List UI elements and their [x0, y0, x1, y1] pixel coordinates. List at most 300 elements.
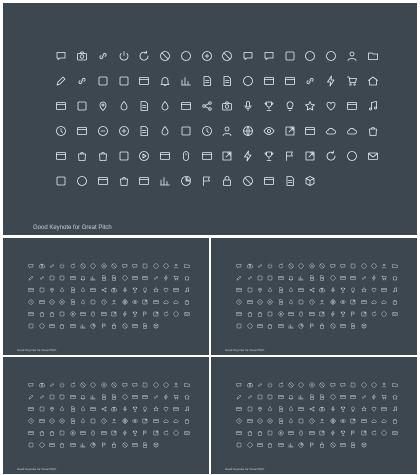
tray-icon: [276, 322, 286, 329]
anchor-icon: [286, 298, 296, 305]
calendar-icon: [134, 74, 155, 88]
mug-icon: [36, 310, 46, 317]
save-icon: [57, 393, 67, 400]
mouse-icon: [296, 310, 306, 317]
pie-chart-icon: [88, 322, 98, 329]
bell-icon: [78, 274, 88, 281]
pipes-icon: [296, 393, 306, 400]
stopwatch-icon: [307, 298, 317, 305]
external-link-icon: [109, 429, 119, 436]
crop-icon: [47, 393, 57, 400]
bluetooth-icon: [119, 429, 129, 436]
lightning-icon: [369, 274, 379, 281]
inbox-icon: [300, 124, 321, 138]
mail-icon: [182, 429, 192, 436]
login-icon: [348, 417, 358, 424]
record-icon: [88, 381, 98, 388]
tag-icon: [348, 429, 358, 436]
save-icon: [265, 393, 275, 400]
minus-circle-icon: [47, 298, 57, 305]
bell-icon: [286, 393, 296, 400]
chat-bubbles-icon: [130, 381, 140, 388]
globe-icon: [327, 417, 337, 424]
mug-icon: [72, 149, 93, 163]
cocktail-icon: [338, 310, 348, 317]
flag-icon: [307, 322, 317, 329]
book-icon: [68, 286, 78, 293]
tag-icon: [140, 310, 150, 317]
power-icon: [265, 381, 275, 388]
anchor-icon: [78, 298, 88, 305]
cloud-download-icon: [379, 298, 389, 305]
frame-icon: [88, 417, 98, 424]
icon-grid: [26, 381, 192, 448]
globe-icon: [238, 124, 259, 138]
card-icon: [259, 174, 280, 188]
pencil-icon: [234, 274, 244, 281]
pie-chart-icon: [176, 174, 197, 188]
plus-circle-icon: [265, 298, 275, 305]
mouse-icon: [88, 429, 98, 436]
logout-icon: [359, 310, 369, 317]
download-circle-icon: [119, 393, 129, 400]
microphone-icon: [327, 286, 337, 293]
chat-bubble-icon: [119, 381, 129, 388]
infinity-icon: [47, 381, 57, 388]
calendar-icon: [276, 274, 286, 281]
download-circle-icon: [238, 74, 259, 88]
cart-icon: [171, 274, 181, 281]
link-icon: [36, 393, 46, 400]
toggle-icon: [36, 405, 46, 412]
eye-icon: [338, 417, 348, 424]
scissors-icon: [327, 322, 337, 329]
document-icon: [307, 393, 317, 400]
list-document-icon: [317, 393, 327, 400]
grid-window-icon: [255, 322, 265, 329]
wallet-icon: [265, 322, 275, 329]
contact-card-icon: [317, 298, 327, 305]
share-icon: [307, 405, 317, 412]
download-circle-icon: [119, 274, 129, 281]
chat-bubble-icon: [327, 381, 337, 388]
credit-card-icon: [259, 74, 280, 88]
info-circle-icon: [151, 262, 161, 269]
stopwatch-icon: [99, 417, 109, 424]
grid-window-icon: [255, 441, 265, 448]
save-icon: [57, 274, 67, 281]
play-circle-icon: [68, 429, 78, 436]
slide-caption: Good Keynote for Great Pitch: [17, 467, 57, 471]
calculator-icon: [51, 174, 72, 188]
power-icon: [57, 262, 67, 269]
map-marker-icon: [255, 286, 265, 293]
inbox-icon: [359, 298, 369, 305]
toggle-icon: [72, 99, 93, 113]
icon-grid: [234, 381, 400, 448]
no-bicycle-icon: [155, 49, 176, 63]
clock-icon: [26, 417, 36, 424]
reload-icon: [134, 49, 155, 63]
pipes-icon: [176, 74, 197, 88]
paperclip-icon: [300, 74, 321, 88]
bell-icon: [155, 74, 176, 88]
help-circle-icon: [369, 262, 379, 269]
inbox-icon: [151, 417, 161, 424]
star-icon: [151, 405, 161, 412]
cloud-upload-icon: [369, 417, 379, 424]
icon-grid: [51, 49, 383, 188]
power-icon: [57, 381, 67, 388]
minus-circle-icon: [47, 417, 57, 424]
add-circle-icon: [307, 381, 317, 388]
printer-icon: [72, 124, 93, 138]
folder-icon: [390, 262, 400, 269]
add-circle-icon: [307, 262, 317, 269]
ticket-icon: [307, 429, 317, 436]
shield-icon: [57, 286, 67, 293]
folder-icon: [182, 262, 192, 269]
printer-icon: [36, 417, 46, 424]
tag-icon: [279, 149, 300, 163]
add-circle-icon: [99, 262, 109, 269]
chat-bubble-icon: [327, 262, 337, 269]
minus-circle-icon: [93, 124, 114, 138]
clock-icon: [234, 298, 244, 305]
paperclip-icon: [359, 393, 369, 400]
briefcase-icon: [255, 429, 265, 436]
user-icon: [171, 381, 181, 388]
radio-icon: [348, 274, 358, 281]
infinity-icon: [47, 262, 57, 269]
cube-icon: [359, 322, 369, 329]
lightbulb-icon: [279, 99, 300, 113]
gallery-icon: [286, 429, 296, 436]
toggle-icon: [244, 286, 254, 293]
info-square-icon: [348, 262, 358, 269]
list-document-icon: [317, 274, 327, 281]
pipes-icon: [88, 274, 98, 281]
heart-icon: [369, 405, 379, 412]
film-icon: [171, 405, 181, 412]
book-icon: [276, 286, 286, 293]
browser-window-icon: [26, 405, 36, 412]
shield-icon: [57, 405, 67, 412]
contact-card-icon: [317, 417, 327, 424]
trophy-icon: [338, 286, 348, 293]
tray-icon: [68, 441, 78, 448]
monitor-icon: [51, 149, 72, 163]
download-circle-icon: [327, 393, 337, 400]
shield-icon: [265, 405, 275, 412]
headphones-icon: [26, 262, 36, 269]
user-icon: [379, 262, 389, 269]
cocktail-icon: [338, 429, 348, 436]
cart-icon: [379, 274, 389, 281]
clock-icon: [51, 124, 72, 138]
star-icon: [300, 99, 321, 113]
stop-circle-icon: [171, 310, 181, 317]
refresh-circle-icon: [369, 429, 379, 436]
pie-chart-icon: [88, 441, 98, 448]
briefcase-icon: [47, 429, 57, 436]
panel-window-icon: [296, 405, 306, 412]
main-slide[interactable]: [3, 3, 417, 235]
login-icon: [140, 417, 150, 424]
credit-card-icon: [130, 393, 140, 400]
clock-icon: [26, 298, 36, 305]
pencil-icon: [26, 274, 36, 281]
headphones-icon: [234, 381, 244, 388]
stop-circle-icon: [379, 310, 389, 317]
mail-icon: [362, 149, 383, 163]
block-icon: [109, 262, 119, 269]
camera-bag-icon: [317, 405, 327, 412]
stop-circle-icon: [379, 429, 389, 436]
gallery-icon: [155, 149, 176, 163]
shopping-bag-icon: [390, 298, 400, 305]
eye-icon: [259, 124, 280, 138]
shield-icon: [265, 286, 275, 293]
refresh-circle-icon: [161, 310, 171, 317]
info-circle-icon: [359, 381, 369, 388]
power-icon: [265, 262, 275, 269]
heart-icon: [161, 286, 171, 293]
crop-icon: [93, 74, 114, 88]
minus-circle-icon: [255, 298, 265, 305]
external-link-icon: [317, 429, 327, 436]
anchor-icon: [155, 124, 176, 138]
slide-thumbnail-4[interactable]: [211, 357, 417, 474]
cube-icon: [359, 441, 369, 448]
star-icon: [151, 286, 161, 293]
camera-bag-icon: [217, 99, 238, 113]
lightning-icon: [161, 393, 171, 400]
pencil-icon: [234, 393, 244, 400]
stopwatch-icon: [99, 298, 109, 305]
infinity-icon: [255, 381, 265, 388]
minus-circle-icon: [255, 417, 265, 424]
eye-icon: [130, 298, 140, 305]
calendar-icon: [276, 393, 286, 400]
cloud-download-icon: [342, 124, 363, 138]
mouse-icon: [296, 429, 306, 436]
pencil-icon: [51, 74, 72, 88]
radio-icon: [348, 393, 358, 400]
block-icon: [109, 381, 119, 388]
moon-icon: [36, 322, 46, 329]
monitor-icon: [26, 429, 36, 436]
link-icon: [244, 393, 254, 400]
slide-thumbnail-3[interactable]: [3, 357, 209, 474]
map-marker-icon: [255, 405, 265, 412]
radio-icon: [140, 274, 150, 281]
scissors-icon: [119, 441, 129, 448]
headphones-icon: [26, 381, 36, 388]
storage-icon: [265, 429, 275, 436]
bluetooth-icon: [327, 310, 337, 317]
moon-icon: [244, 441, 254, 448]
shopping-bag-icon: [182, 298, 192, 305]
microphone-icon: [119, 405, 129, 412]
paperclip-icon: [359, 274, 369, 281]
browser-window-icon: [26, 286, 36, 293]
mail-icon: [390, 310, 400, 317]
slide-thumbnail-1[interactable]: [3, 238, 209, 355]
star-icon: [359, 405, 369, 412]
panel-window-icon: [296, 286, 306, 293]
infinity-icon: [93, 49, 114, 63]
cart-icon: [379, 393, 389, 400]
inbox-icon: [359, 417, 369, 424]
storage-icon: [265, 310, 275, 317]
no-bicycle-icon: [286, 262, 296, 269]
info-square-icon: [140, 262, 150, 269]
gallery-icon: [78, 429, 88, 436]
cloud-upload-icon: [321, 124, 342, 138]
no-bicycle-icon: [78, 381, 88, 388]
grid-window-icon: [47, 322, 57, 329]
play-circle-icon: [276, 310, 286, 317]
tag-icon: [140, 429, 150, 436]
lightning-icon: [161, 274, 171, 281]
add-circle-icon: [99, 381, 109, 388]
music-note-icon: [390, 405, 400, 412]
plus-circle-icon: [265, 417, 275, 424]
play-circle-icon: [134, 149, 155, 163]
water-drop-icon: [155, 99, 176, 113]
download-circle-icon: [327, 274, 337, 281]
moon-icon: [36, 441, 46, 448]
paperclip-icon: [151, 393, 161, 400]
gallery-icon: [78, 310, 88, 317]
calendar-icon: [68, 393, 78, 400]
help-circle-icon: [321, 49, 342, 63]
film-icon: [171, 286, 181, 293]
plus-circle-icon: [57, 298, 67, 305]
wallet-icon: [113, 174, 134, 188]
refresh-circle-icon: [161, 429, 171, 436]
music-note-icon: [390, 286, 400, 293]
trophy-icon: [338, 405, 348, 412]
browser-window-icon: [51, 99, 72, 113]
camera-bag-icon: [109, 286, 119, 293]
storage-icon: [57, 310, 67, 317]
lightbulb-icon: [348, 405, 358, 412]
flag-icon: [307, 441, 317, 448]
document-icon: [99, 393, 109, 400]
crop-icon: [255, 274, 265, 281]
external-link-icon: [109, 310, 119, 317]
record-icon: [88, 262, 98, 269]
water-drop-icon: [286, 286, 296, 293]
infinity-icon: [255, 262, 265, 269]
reload-icon: [276, 262, 286, 269]
share-icon: [196, 99, 217, 113]
bell-icon: [78, 393, 88, 400]
cart-icon: [171, 393, 181, 400]
pipes-icon: [296, 274, 306, 281]
grid-window-icon: [93, 174, 114, 188]
info-circle-icon: [151, 381, 161, 388]
help-circle-icon: [369, 381, 379, 388]
map-marker-icon: [47, 286, 57, 293]
document-icon: [99, 274, 109, 281]
pie-chart-icon: [296, 322, 306, 329]
document-icon: [196, 74, 217, 88]
save-icon: [265, 274, 275, 281]
folder-icon: [362, 49, 383, 63]
heart-icon: [321, 99, 342, 113]
play-circle-icon: [68, 310, 78, 317]
files-icon: [279, 174, 300, 188]
mug-icon: [244, 310, 254, 317]
chat-bubbles-icon: [130, 262, 140, 269]
no-bicycle-icon: [78, 262, 88, 269]
cloud-download-icon: [171, 417, 181, 424]
monitor-icon: [234, 310, 244, 317]
help-circle-icon: [161, 381, 171, 388]
crop-icon: [255, 393, 265, 400]
water-drop-icon: [78, 405, 88, 412]
house-icon: [390, 274, 400, 281]
contact-card-icon: [109, 298, 119, 305]
tray-icon: [134, 174, 155, 188]
refresh-circle-icon: [321, 149, 342, 163]
eye-icon: [130, 417, 140, 424]
bell-icon: [286, 274, 296, 281]
icon-grid: [234, 262, 400, 329]
folder-icon: [390, 381, 400, 388]
panel-window-icon: [176, 99, 197, 113]
wallet-icon: [265, 441, 275, 448]
clock-icon: [234, 417, 244, 424]
globe-icon: [119, 298, 129, 305]
chat-bubbles-icon: [259, 49, 280, 63]
user-icon: [171, 262, 181, 269]
refresh-circle-icon: [369, 310, 379, 317]
water-drop-icon: [286, 405, 296, 412]
camera-bag-icon: [317, 286, 327, 293]
user-icon: [379, 381, 389, 388]
star-icon: [359, 286, 369, 293]
lock-icon: [317, 441, 327, 448]
ticket-icon: [196, 149, 217, 163]
bluetooth-icon: [119, 310, 129, 317]
cocktail-icon: [130, 310, 140, 317]
trophy-icon: [130, 286, 140, 293]
card-icon: [130, 322, 140, 329]
reload-icon: [68, 262, 78, 269]
globe-icon: [119, 417, 129, 424]
icon-grid: [26, 262, 192, 329]
login-icon: [140, 298, 150, 305]
moon-icon: [244, 322, 254, 329]
cloud-upload-icon: [161, 417, 171, 424]
anchor-icon: [78, 417, 88, 424]
camera-icon: [36, 381, 46, 388]
calculator-icon: [234, 441, 244, 448]
grid-window-icon: [47, 441, 57, 448]
globe-icon: [327, 298, 337, 305]
slide-thumbnail-2[interactable]: [211, 238, 417, 355]
calculator-icon: [26, 322, 36, 329]
plus-circle-icon: [113, 124, 134, 138]
lightbulb-icon: [140, 286, 150, 293]
link-icon: [72, 74, 93, 88]
anchor-icon: [286, 417, 296, 424]
house-icon: [362, 74, 383, 88]
